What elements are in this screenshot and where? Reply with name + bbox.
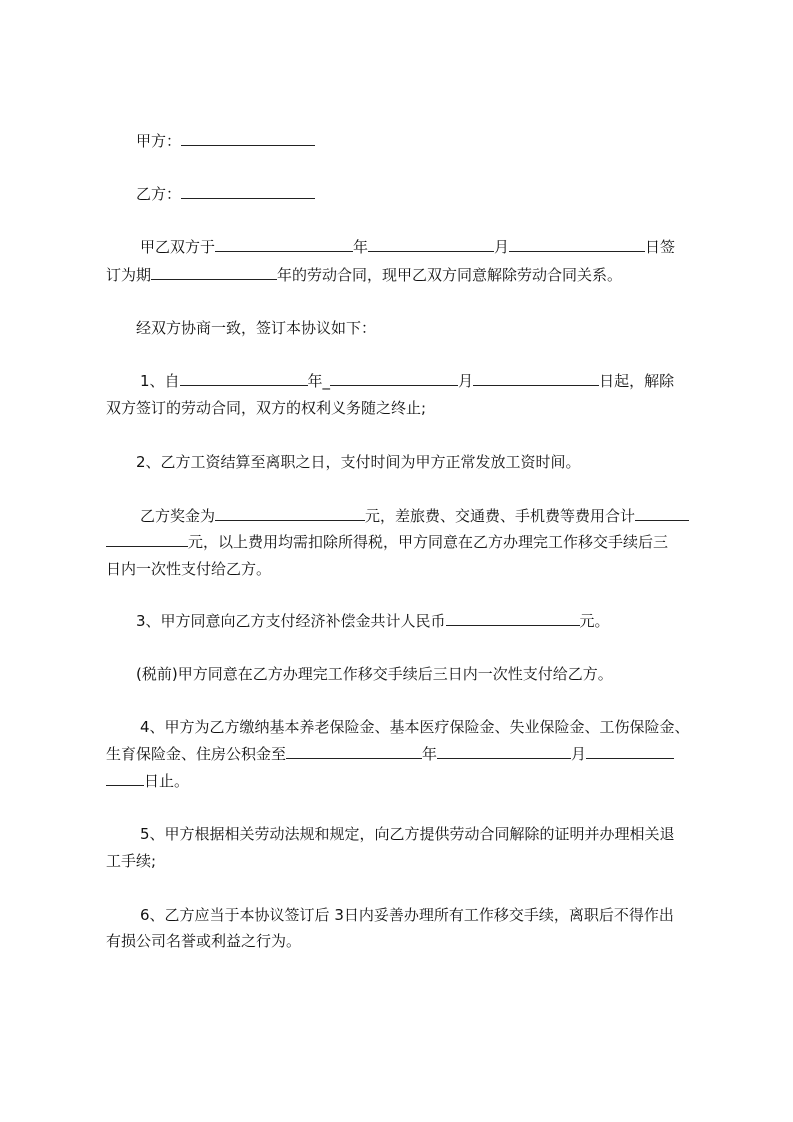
pretax-line: (税前)甲方同意在乙方办理完工作移交手续后三日内一次性支付给乙方。	[136, 665, 613, 683]
intro-term-blank[interactable]	[151, 265, 277, 280]
clause-5-line-2: 工手续;	[106, 852, 157, 870]
party-a-label: 甲方：	[136, 132, 182, 150]
clause-1-month-blank[interactable]	[330, 371, 458, 386]
expenses-amount-blank-b[interactable]	[106, 532, 188, 547]
clause-1-line-2: 双方签订的劳动合同，双方的权利义务随之终止;	[106, 399, 427, 417]
clause-4-line-3: 日止。	[106, 771, 189, 791]
bonus-amount-blank[interactable]	[215, 506, 365, 521]
bonus-line-3: 日内一次性支付给乙方。	[106, 560, 272, 578]
clause-5-line-1: 5、甲方根据相关劳动法规和规定，向乙方提供劳动合同解除的证明并办理相关退	[140, 825, 675, 843]
clause-1-line-1: 1、自 年_ 月 日起，解除	[140, 372, 675, 390]
clause-1-year-blank[interactable]	[180, 371, 308, 386]
clause-4-year-blank[interactable]	[286, 744, 422, 759]
expenses-amount-blank-a[interactable]	[635, 506, 689, 521]
party-b-label: 乙方：	[136, 185, 182, 203]
clause-6-line-2: 有损公司名誉或利益之行为。	[106, 932, 302, 950]
clause-4-month-blank[interactable]	[437, 744, 571, 759]
intro-line-1: 甲乙双方于 年 月 日签	[140, 238, 676, 256]
clause-4-line-2: 生育保险金、住房公积金至 年 月	[106, 744, 674, 764]
negotiation-line: 经双方协商一致，签订本协议如下：	[136, 319, 377, 337]
clause-2-line: 2、乙方工资结算至离职之日，支付时间为甲方正常发放工资时间。	[136, 453, 581, 471]
party-a-blank[interactable]	[181, 131, 315, 146]
party-b-line	[136, 184, 315, 204]
party-a-line	[136, 131, 315, 151]
intro-day-blank[interactable]	[509, 237, 645, 252]
bonus-line-1: 乙方奖金为 元，差旅费、交通费、手机费等费用合计	[140, 506, 689, 526]
bonus-line-2: 元，以上费用均需扣除所得税，甲方同意在乙方办理完工作移交手续后三	[106, 532, 668, 552]
intro-year-blank[interactable]	[215, 237, 353, 252]
clause-4-day-blank-a[interactable]	[586, 744, 674, 759]
compensation-amount-blank[interactable]	[446, 611, 580, 626]
clause-3-line: 3、甲方同意向乙方支付经济补偿金共计人民币 元。	[136, 612, 610, 630]
intro-month-blank[interactable]	[368, 237, 494, 252]
intro-line-2: 订为期 年的劳动合同，现甲乙双方同意解除劳动合同关系。	[106, 266, 623, 284]
clause-1-day-blank[interactable]	[473, 371, 599, 386]
clause-4-line-1: 4、甲方为乙方缴纳基本养老保险金、基本医疗保险金、失业保险金、工伤保险金、	[140, 718, 690, 736]
party-b-blank[interactable]	[181, 184, 315, 199]
clause-4-day-blank-b[interactable]	[106, 771, 144, 786]
clause-6-line-1: 6、乙方应当于本协议签订后 3日内妥善办理所有工作移交手续，离职后不得作出	[140, 906, 674, 924]
